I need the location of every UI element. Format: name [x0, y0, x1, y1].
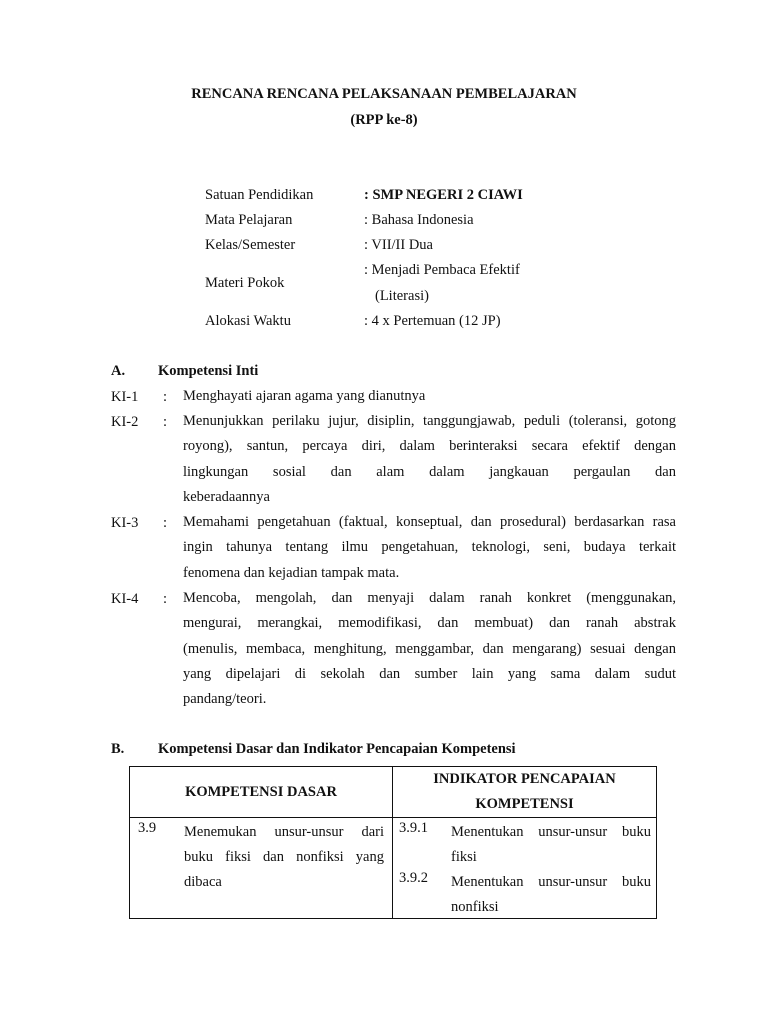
table-header-row — [130, 767, 657, 818]
ki-4-code: KI-4 — [111, 591, 139, 607]
section-b-letter: B. — [111, 741, 125, 757]
ki-3-line: fenomena dan kejadian tampak mata. — [183, 564, 400, 581]
header-kompetensi-dasar — [130, 767, 393, 818]
kd-code: 3.9 — [138, 820, 157, 836]
ki-3-code: KI-3 — [111, 515, 139, 531]
identity-label-satuan: Satuan Pendidikan — [205, 187, 314, 203]
kd-text — [184, 820, 384, 895]
ki-1-line: Menghayati ajaran agama yang dianutnya — [183, 388, 426, 404]
indicator-2-text — [451, 870, 651, 920]
kd-line: buku fiksi dan nonfiksi yang — [184, 849, 384, 865]
ki-4-line: Mencoba, mengolah, dan menyaji dalam ranah konkret (menggunakan, — [183, 590, 676, 606]
ki-1-code: KI-1 — [111, 389, 139, 405]
ki-1-colon: : — [163, 389, 168, 405]
header-indikator-line2: KOMPETENSI — [475, 796, 574, 812]
identity-value-alokasi: : 4 x Pertemuan (12 JP) — [364, 313, 501, 329]
indicator-cell — [393, 818, 657, 919]
ki-3-colon: : — [163, 515, 168, 531]
ki-4-line: mengurai, merangkai, memodifikasi, dan membuat) dan ranah abstrak — [183, 615, 676, 632]
document-title: RENCANA RENCANA PELAKSANAAN PEMBELAJARAN — [191, 86, 577, 102]
ki-2-code: KI-2 — [111, 414, 139, 430]
section-a-title: Kompetensi Inti — [158, 363, 259, 379]
identity-value-mapel: : Bahasa Indonesia — [364, 212, 474, 228]
ki-3-line: ingin tahunya tentang ilmu pengetahuan, teknologi, seni, budaya terkait — [183, 539, 676, 556]
ki-4-text — [183, 586, 676, 712]
ki-3-text — [183, 510, 676, 586]
identity-value-satuan: : SMP NEGERI 2 CIAWI — [364, 187, 523, 203]
header-indikator — [393, 767, 657, 818]
ki-4-line: pandang/teori. — [183, 691, 267, 708]
kd-cell — [130, 818, 393, 919]
identity-value-materi-line1: : Menjadi Pembaca Efektif — [364, 262, 520, 278]
identity-value-materi-line2: (Literasi) — [375, 288, 429, 304]
header-kd-label: KOMPETENSI DASAR — [185, 783, 337, 800]
ki-4-line: (menulis, membaca, menghitung, menggambar, dan mengarang) sesuai dengan — [183, 640, 676, 657]
table-row — [130, 818, 657, 919]
indicator-1-line: fiksi — [451, 849, 477, 865]
indicator-2-line: Menentukan unsur-unsur buku — [451, 874, 651, 890]
ki-2-line: royong), santun, percaya diri, dalam berinteraksi secara efektif dengan — [183, 438, 676, 455]
ki-2-line: keberadaannya — [183, 488, 270, 505]
indicator-1-code: 3.9.1 — [399, 820, 428, 836]
ki-3-line: Memahami pengetahuan (faktual, konseptual, dan prosedural) berdasarkan rasa — [183, 514, 676, 530]
indicator-2-code: 3.9.2 — [399, 870, 428, 886]
indicator-1-line: Menentukan unsur-unsur buku — [451, 824, 651, 840]
identity-label-materi: Materi Pokok — [205, 275, 285, 291]
identity-label-mapel: Mata Pelajaran — [205, 212, 293, 228]
document-subtitle: (RPP ke-8) — [350, 112, 418, 128]
ki-4-line: yang dipelajari di sekolah dan sumber lain yang sama dalam sudut — [183, 665, 676, 682]
ki-2-line: Menunjukkan perilaku jujur, disiplin, tanggungjawab, peduli (toleransi, gotong — [183, 413, 676, 429]
kd-line: dibaca — [184, 874, 222, 890]
identity-value-kelas: : VII/II Dua — [364, 237, 433, 253]
kd-line: Menemukan unsur-unsur dari — [184, 824, 384, 840]
kd-indicator-table — [129, 766, 657, 919]
identity-label-kelas: Kelas/Semester — [205, 237, 296, 253]
ki-2-line: lingkungan sosial dan alam dalam jangkauan pergaulan dan — [183, 463, 676, 480]
ki-2-text — [183, 409, 676, 510]
section-b-title: Kompetensi Dasar dan Indikator Pencapaian Kompetensi — [158, 741, 516, 757]
identity-label-alokasi: Alokasi Waktu — [205, 313, 291, 329]
indicator-2-line: nonfiksi — [451, 899, 499, 915]
indicator-1-text — [451, 820, 651, 870]
ki-4-colon: : — [163, 591, 168, 607]
ki-1-text — [183, 384, 676, 409]
header-indikator-line1: INDIKATOR PENCAPAIAN — [433, 771, 616, 787]
section-a-letter: A. — [111, 363, 126, 379]
ki-2-colon: : — [163, 414, 168, 430]
